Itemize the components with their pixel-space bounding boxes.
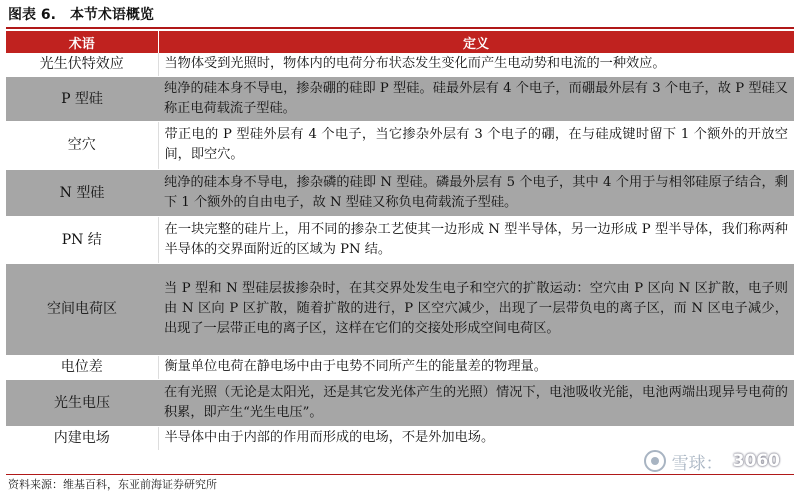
definition-cell: 在一块完整的硅片上，用不同的掺杂工艺使其一边形成 N 型半导体，另一边形成 P 型半导体，我们称两种半导体的交界面附近的区域为 PN 结。 — [158, 216, 794, 263]
definition-cell: 纯净的硅本身不导电，掺杂硼的硅即 P 型硅。硅最外层有 4 个电子，而硼最外层有 3 个电子，故 P 型硅又称正电荷载流子型硅。 — [158, 76, 794, 121]
definition-cell: 带正电的 P 型硅外层有 4 个电子，当它掺杂外层有 3 个电子的硼，在与硅成键时留下 1 个额外的开放空间，即空穴。 — [158, 121, 794, 169]
snowball-logo-icon — [644, 450, 666, 472]
top-rule — [6, 27, 794, 29]
term-cell: PN 结 — [6, 216, 158, 263]
table-header-row — [6, 31, 794, 53]
watermark — [644, 446, 780, 476]
table-row — [6, 263, 794, 355]
definition-cell: 半导体中由于内部的作用而形成的电场，不是外加电场。 — [158, 426, 794, 450]
table-row — [6, 355, 794, 379]
term-cell: 空间电荷区 — [6, 263, 158, 355]
term-cell: P 型硅 — [6, 76, 158, 121]
definition-cell: 当 P 型和 N 型硅层拔掺杂时，在其交界处发生电子和空穴的扩散运动：空穴由 P 区向 N 区扩散，电子则由 N 区向 P 区扩散，随着扩散的进行，P 区空穴减少，出现了一层带负电的离子区，而 N 区电子减少，出现了一层带正电的离子区，这样在它们的交接处形成空间电荷区。 — [158, 263, 794, 355]
figure-title-text: 本节术语概览 — [69, 7, 154, 23]
table-row — [6, 379, 794, 426]
definition-cell: 当物体受到光照时，物体内的电荷分布状态发生变化而产生电动势和电流的一种效应。 — [158, 53, 794, 76]
column-header-term: 术语 — [6, 31, 158, 53]
table-row — [6, 216, 794, 263]
watermark-number: 3060 — [732, 451, 780, 471]
term-cell: 内建电场 — [6, 426, 158, 450]
term-cell: 空穴 — [6, 121, 158, 169]
terms-table — [6, 31, 795, 451]
definition-cell: 衡量单位电荷在静电场中由于电势不同所产生的能量差的物理量。 — [158, 355, 794, 379]
term-cell: 光生电压 — [6, 379, 158, 426]
table-row — [6, 76, 794, 121]
table-row — [6, 169, 794, 216]
table-row — [6, 53, 794, 76]
definition-cell: 在有光照（无论是太阳光，还是其它发光体产生的光照）情况下，电池吸收光能，电池两端出现异号电荷的积累，即产生“光生电压”。 — [158, 379, 794, 426]
term-cell: N 型硅 — [6, 169, 158, 216]
definition-cell: 纯净的硅本身不导电，掺杂磷的硅即 N 型硅。磷最外层有 5 个电子，其中 4 个用于与相邻硅原子结合，剩下 1 个额外的自由电子，故 N 型硅又称负电荷载流子型硅。 — [158, 169, 794, 216]
term-cell: 电位差 — [6, 355, 158, 379]
source-note: 资料来源：维基百科，东亚前海证券研究所 — [8, 478, 217, 491]
column-header-definition: 定义 — [158, 31, 794, 53]
term-cell: 光生伏特效应 — [6, 53, 158, 76]
figure-title — [8, 4, 154, 26]
figure-number: 图表 6. — [8, 7, 56, 23]
watermark-text: 雪球： — [671, 453, 723, 474]
table-row — [6, 121, 794, 169]
